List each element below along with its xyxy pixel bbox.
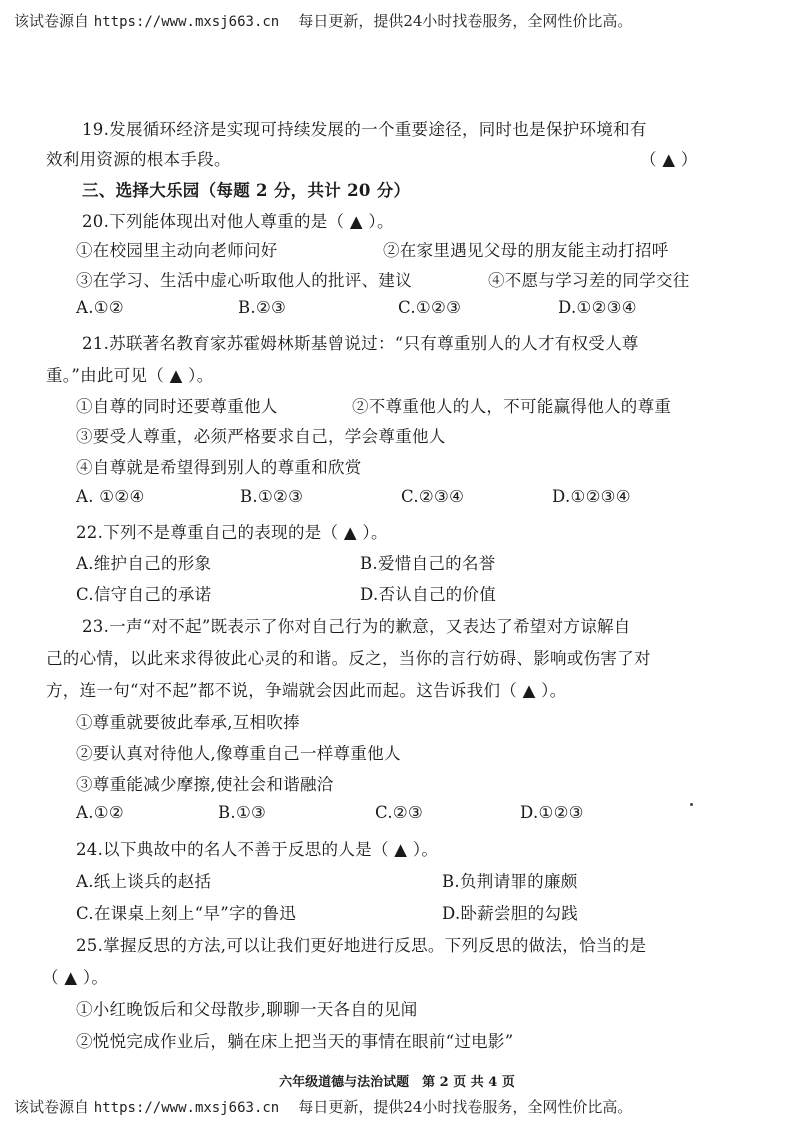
banner-url[interactable]: https://www.mxsj663.cn [93, 14, 280, 30]
q19-line2: 效利用资源的根本手段。 [46, 150, 231, 169]
q19-line1: 19.发展循环经济是实现可持续发展的一个重要途径，同时也是保护环境和有 [82, 120, 647, 139]
q23-item-2: ②要认真对待他人,像尊重自己一样尊重他人 [76, 744, 401, 763]
scan-speck [690, 803, 693, 806]
q20-stem: 20.下列能体现出对他人尊重的是（ ▲ ）。 [82, 212, 394, 231]
q19-answer: （ ▲ ） [640, 150, 698, 169]
q23-choice-d: D.①②③ [520, 803, 584, 822]
q20-item-2: ②在家里遇见父母的朋友能主动打招呼 [383, 241, 669, 260]
banner-site: 该试卷源自 [14, 1098, 90, 1116]
q23-choice-a: A.①② [76, 803, 124, 822]
q25-item-1: ①小红晚饭后和父母散步,聊聊一天各自的见闻 [76, 1000, 418, 1019]
q21-item-2: ②不尊重他人的人，不可能赢得他人的尊重 [352, 397, 672, 416]
q23-line2: 己的心情，以此来求得彼此心灵的和谐。反之，当你的言行妨碍、影响或伤害了对 [46, 649, 651, 668]
q22-choice-a: A.维护自己的形象 [76, 554, 212, 573]
q20-choice-a: A.①② [76, 298, 124, 317]
q21-choice-b: B.①②③ [240, 487, 304, 506]
q20-choice-c: C.①②③ [398, 298, 462, 317]
banner-site: 该试卷源自 [14, 12, 90, 30]
bottom-banner [14, 1096, 632, 1117]
q24-stem: 24.以下典故中的名人不善于反思的人是（ ▲ ）。 [76, 840, 439, 859]
q23-item-3: ③尊重能减少摩擦,使社会和谐融洽 [76, 775, 334, 794]
q23-item-1: ①尊重就要彼此奉承,互相吹捧 [76, 713, 300, 732]
page-footer: 六年级道德与法治试题 第 2 页 共 4 页 [279, 1075, 515, 1090]
q21-choice-d: D.①②③④ [552, 487, 631, 506]
q22-choice-c: C.信守自己的承诺 [76, 585, 212, 604]
q21-item-3: ③要受人尊重，必须严格要求自己，学会尊重他人 [76, 427, 446, 446]
q21-item-4: ④自尊就是希望得到别人的尊重和欣赏 [76, 458, 362, 477]
q20-choice-b: B.②③ [238, 298, 287, 317]
q24-choice-a: A.纸上谈兵的赵括 [76, 872, 212, 891]
q22-choice-d: D.否认自己的价值 [360, 585, 497, 604]
q25-item-2: ②悦悦完成作业后，躺在床上把当天的事情在眼前“过电影” [76, 1032, 514, 1051]
q23-line3: 方，连一句“对不起”都不说，争端就会因此而起。这告诉我们（ ▲ ）。 [46, 681, 567, 700]
q23-choice-b: B.①③ [218, 803, 267, 822]
banner-note: 每日更新，提供24小时找卷服务，全网性价比高。 [298, 1098, 633, 1116]
banner-note: 每日更新，提供24小时找卷服务，全网性价比高。 [298, 12, 633, 30]
q22-stem: 22.下列不是尊重自己的表现的是（ ▲ ）。 [76, 523, 388, 542]
q24-choice-d: D.卧薪尝胆的勾践 [442, 904, 579, 923]
q20-choice-d: D.①②③④ [558, 298, 637, 317]
q22-choice-b: B.爱惜自己的名誉 [360, 554, 496, 573]
q24-choice-b: B.负荆请罪的廉颇 [442, 872, 578, 891]
q25-line2: （ ▲ ）。 [42, 968, 109, 987]
q25-line1: 25.掌握反思的方法,可以让我们更好地进行反思。下列反思的做法，恰当的是 [76, 936, 647, 955]
q21-item-1: ①自尊的同时还要尊重他人 [76, 397, 278, 416]
q20-item-4: ④不愿与学习差的同学交往 [488, 271, 690, 290]
q21-line2: 重。”由此可见（ ▲ ）。 [46, 366, 214, 385]
q20-item-1: ①在校园里主动向老师问好 [76, 241, 278, 260]
q23-choice-c: C.②③ [375, 803, 424, 822]
q21-choice-a: A. ①②④ [76, 487, 145, 506]
top-banner [14, 10, 632, 31]
q21-choice-c: C.②③④ [401, 487, 465, 506]
q24-choice-c: C.在课桌上刻上“早”字的鲁迅 [76, 904, 297, 923]
q21-line1: 21.苏联著名教育家苏霍姆林斯基曾说过：“只有尊重别人的人才有权受人尊 [82, 334, 639, 353]
section-title: 三、选择大乐园（每题 2 分，共计 20 分） [82, 181, 411, 200]
q20-item-3: ③在学习、生活中虚心听取他人的批评、建议 [76, 271, 412, 290]
banner-url[interactable]: https://www.mxsj663.cn [93, 1100, 280, 1116]
q23-line1: 23.一声“对不起”既表示了你对自己行为的歉意，又表达了希望对方谅解自 [82, 617, 631, 636]
